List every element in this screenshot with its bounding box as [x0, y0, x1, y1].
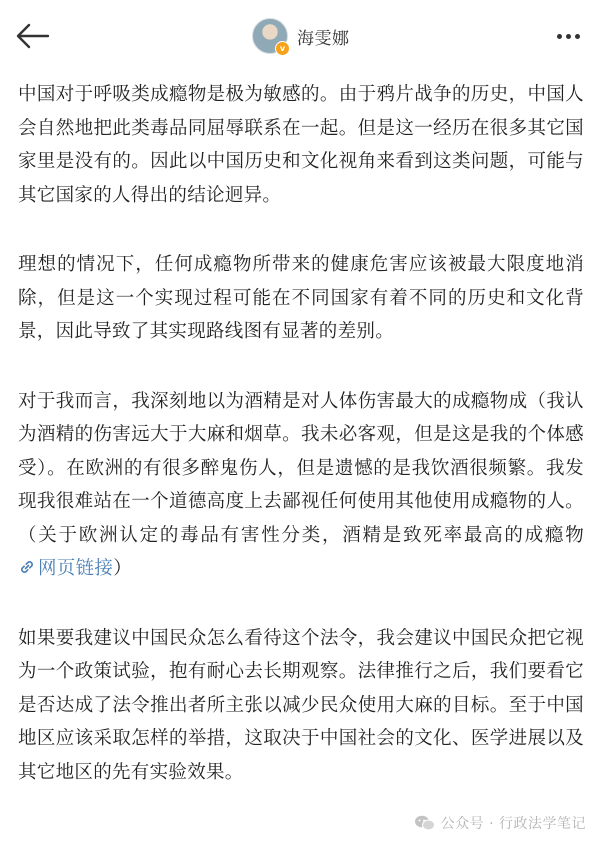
post-paragraph-1: 中国对于呼吸类成瘾物是极为敏感的。由于鸦片战争的历史，中国人会自然地把此类毒品同屈辱联系在一起。但是这一经历在很多其它国家里是没有的。因此以中国历史和文化视角来看到这类问题，可能与其它国家的人得出的结论迥异。	[18, 84, 584, 206]
link-icon	[18, 558, 36, 576]
post-paragraph-3	[18, 385, 584, 586]
web-link-label: 网页链接	[38, 558, 114, 579]
more-button[interactable]	[550, 22, 586, 50]
avatar[interactable]	[252, 18, 288, 54]
post-paragraph-3-text: 对于我而言，我深刻地以为酒精是对人体伤害最大的成瘾物成（我认为酒精的伤害远大于大麻和烟草。我未必客观，但是这是我的个体感受）。在欧洲的有很多醉鬼伤人，但是遗憾的是我饮酒很频繁。我发现我很难站在一个道德高度上去鄙视任何使用其他使用成瘾物的人。（关于欧洲认定的毒品有害性分类，酒精是致死率最高的成瘾物	[18, 390, 584, 546]
verified-badge-icon: v	[275, 41, 290, 56]
top-bar	[0, 0, 600, 72]
user-header[interactable]	[252, 17, 350, 55]
watermark	[414, 810, 586, 836]
more-dots-icon	[557, 34, 562, 39]
back-button[interactable]	[10, 16, 54, 56]
watermark-text: 公众号 · 行政法学笔记	[440, 816, 586, 832]
arrow-left-icon	[14, 22, 50, 50]
post-body	[18, 78, 584, 825]
post-paragraph-4: 如果要我建议中国民众怎么看待这个法令，我会建议中国民众把它视为一个政策试验，抱有耐心去长期观察。法律推行之后，我们要看它是否达成了法令推出者所主张以减少民众使用大麻的目标。至于中国地区应该采取怎样的举措，这取决于中国社会的文化、医学进展以及其它地区的先有实验效果。	[18, 627, 584, 783]
post-paragraph-2: 理想的情况下，任何成瘾物所带来的健康危害应该被最大限度地消除，但是这一个实现过程可能在不同国家有着不同的历史和文化背景，因此导致了其实现路线图有显著的差别。	[18, 254, 584, 342]
username[interactable]: 海雯娜	[297, 28, 350, 49]
more-dots-icon	[575, 34, 580, 39]
web-link[interactable]	[18, 558, 113, 579]
wechat-icon	[414, 814, 436, 832]
more-dots-icon	[566, 34, 571, 39]
post-paragraph-3-end: ）	[113, 558, 133, 579]
